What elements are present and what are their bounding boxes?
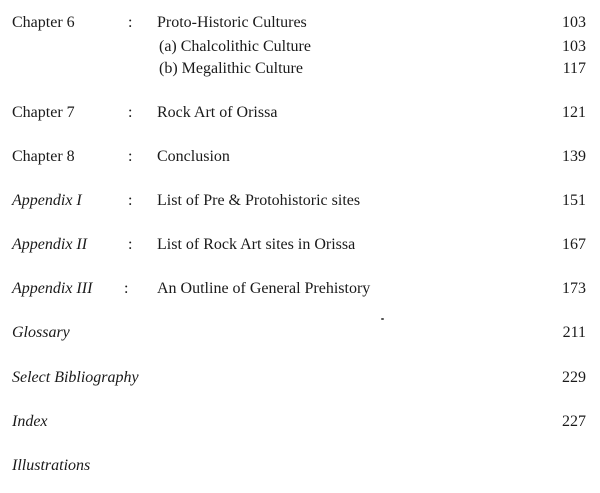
entry-label: Chapter 8 (12, 148, 75, 165)
entry-label: Appendix I (12, 192, 82, 209)
print-speck (381, 318, 384, 320)
entry-title: List of Rock Art sites in Orissa (157, 236, 356, 253)
entry-label: Illustrations (12, 457, 91, 474)
entry-title: (a) Chalcolithic Culture (159, 38, 311, 55)
entry-label: Chapter 7 (12, 104, 75, 121)
entry-page-number: 227 (562, 413, 586, 430)
entry-title: Proto-Historic Cultures (157, 14, 307, 31)
entry-title: An Outline of General Prehistory (157, 280, 371, 297)
entry-separator: : (124, 280, 129, 297)
entry-page-number: 229 (562, 369, 586, 386)
entry-title: List of Pre & Protohistoric sites (157, 192, 361, 209)
entry-page-number: 173 (562, 280, 586, 297)
entry-page-number: 167 (562, 236, 586, 253)
entry-separator: : (128, 14, 133, 31)
entry-page-number: 151 (562, 192, 586, 209)
entry-page-number: 121 (562, 104, 586, 121)
entry-title: Conclusion (157, 148, 230, 165)
entry-page-number: 103 (562, 14, 586, 31)
entry-page-number: 139 (562, 148, 586, 165)
entry-separator: : (128, 192, 133, 209)
entry-label: Select Bibliography (12, 369, 139, 386)
entry-label: Appendix III (12, 280, 93, 297)
entry-separator: : (128, 104, 133, 121)
entry-label: Appendix II (12, 236, 88, 253)
entry-separator: : (128, 148, 133, 165)
entry-label: Chapter 6 (12, 14, 75, 31)
entry-title: (b) Megalithic Culture (159, 60, 303, 77)
entry-title: Rock Art of Orissa (157, 104, 278, 121)
entry-label: Glossary (12, 324, 70, 341)
entry-separator: : (128, 236, 133, 253)
entry-page-number: 103 (562, 38, 586, 55)
entry-page-number: 211 (562, 324, 586, 341)
entry-page-number: 117 (562, 60, 586, 77)
entry-label: Index (12, 413, 48, 430)
